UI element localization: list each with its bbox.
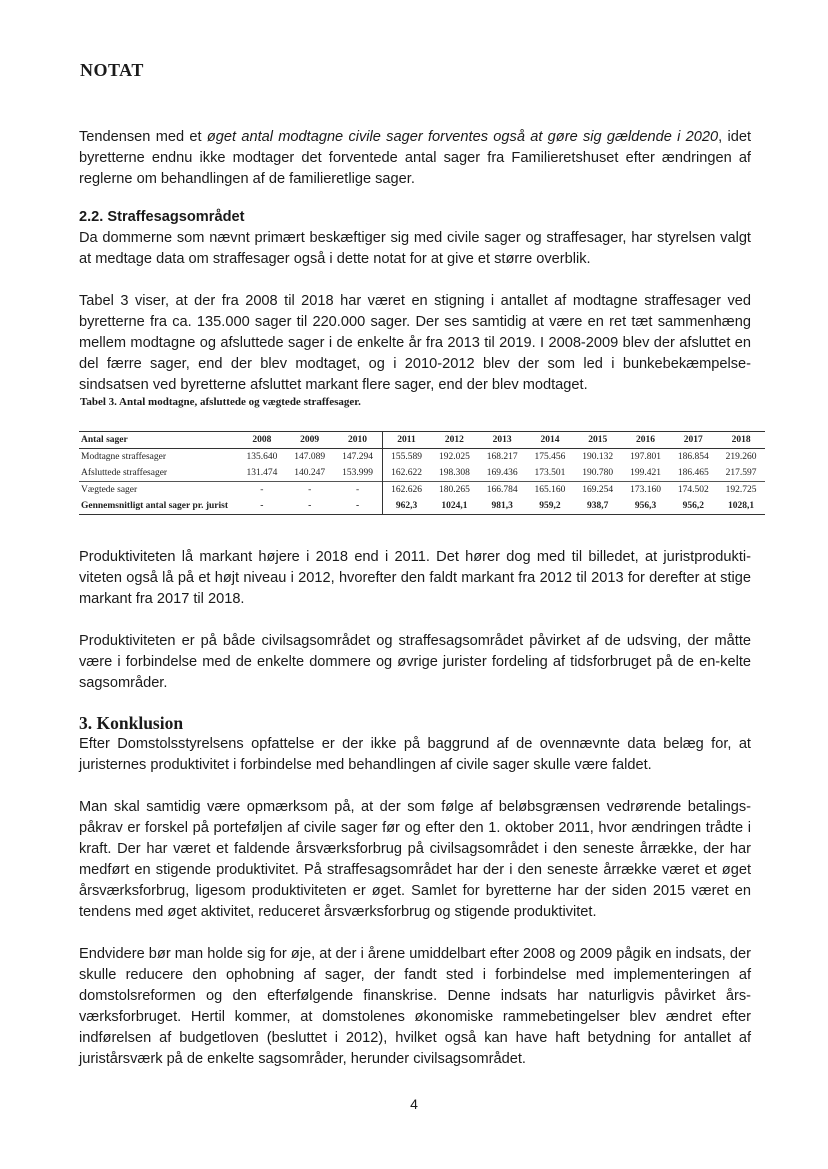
document-header: NOTAT xyxy=(80,60,144,80)
table-caption: Tabel 3. Antal modtagne, afsluttede og vægtede straffesager. xyxy=(80,396,361,408)
table-cell: 174.502 xyxy=(669,482,717,499)
page-number: 4 xyxy=(410,1096,418,1112)
section-3-paragraph-2: Man skal samtidig være opmærksom på, at der som følge af beløbsgrænsen vedrørende betalings-påkrav er forskel på porteføljen af civile sager før og efter den 1. oktober 2011, hvor ændringen trådte i kraft. Der har været et faldende årsværksforbrug på civilsagsområdet i den seneste årrække, der har medført en stigende produktivitet. På straffesagsområdet har der i den seneste årrække været et øget årsværksforbrug, ligesom produktiviteten er øget. Samlet for byretterne har der siden 2015 været en tendens med øget aktivitet, reduceret årsværksforbrug og stigende produktivitet. xyxy=(79,799,751,920)
table-cell: 169.254 xyxy=(574,482,622,499)
table-cell: 173.160 xyxy=(622,482,670,499)
section-2-2-paragraph-2: Tabel 3 viser, at der fra 2008 til 2018 har været en stigning i antallet af modtagne straffesager ved byretterne fra ca. 135.000 sager til 220.000 sager. Der ses samtidig at være en ret tæt sammenhæng mellem modtagne og afsluttede sager i de enkelte år fra 2013 til 2019. I 2008-2009 blev der afsluttet en del færre sager, end der blev modtaget, og i 2010-2012 blev der som led i bunkebekæmpelse-sindsatsen ved byretterne afsluttet markant flere sager, end der blev modtaget. xyxy=(79,293,751,393)
table-header-cell: 2008 xyxy=(238,432,286,449)
table-header-cell: 2017 xyxy=(669,432,717,449)
table-header-cell: Antal sager xyxy=(79,432,238,449)
table-cell: 959,2 xyxy=(526,498,574,515)
table-header-cell: 2013 xyxy=(478,432,526,449)
table-cell: 165.160 xyxy=(526,482,574,499)
table-row xyxy=(79,482,765,499)
table-cell: 180.265 xyxy=(431,482,479,499)
table-cell: - xyxy=(334,482,382,499)
table-cell: - xyxy=(286,498,334,515)
table-cell: 1024,1 xyxy=(431,498,479,515)
table-cell: 956,3 xyxy=(622,498,670,515)
table-cell: 147.089 xyxy=(294,452,326,462)
table-cell: 981,3 xyxy=(478,498,526,515)
productivity-paragraph-2: Produktiviteten er på både civilsagsområdet og straffesagsområdet påvirket af de udsving, der måtte være i forbindelse med de enkelte dommere og øvrige jurister fordeling af tidsforbruget på de en-kelte sagsområder. xyxy=(79,633,751,691)
table-cell: 956,2 xyxy=(669,498,717,515)
table-cell: 962,3 xyxy=(382,498,430,515)
intro-paragraph xyxy=(79,127,751,190)
section-2-2-paragraph-1: Da dommerne som nævnt primært beskæftiger sig med civile sager og straffesager, har styrelsen valgt at medtage data om straffesager også i dette notat for at give et større overblik. xyxy=(79,230,751,267)
table-row xyxy=(79,465,765,482)
table-cell: 175.456 xyxy=(534,452,566,462)
productivity-paragraph-1: Produktiviteten lå markant højere i 2018 end i 2011. Det hører dog med til billedet, at juristprodukti-viteten også lå på et højt niveau i 2012, hvorefter den faldt markant fra 2012 til 2013 for derefter at stige markant fra 2017 til 2018. xyxy=(79,549,751,607)
table-cell: 147.294 xyxy=(334,449,382,466)
table-header-row xyxy=(79,432,765,449)
table-cell: 135.640 xyxy=(246,452,278,462)
straffesager-table xyxy=(79,431,765,515)
table-cell: 166.784 xyxy=(478,482,526,499)
intro-paragraph-block xyxy=(79,127,751,190)
table-header-cell: 2009 xyxy=(286,432,334,449)
table-row-label: Gennemsnitligt antal sager pr. jurist xyxy=(79,498,238,515)
table-header-cell: 2012 xyxy=(431,432,479,449)
table-cell: 1028,1 xyxy=(717,498,765,515)
table-cell: - xyxy=(286,482,334,499)
table-header-cell: 2014 xyxy=(526,432,574,449)
table-cell: 217.597 xyxy=(725,468,757,478)
table-cell: 198.308 xyxy=(438,468,470,478)
table-cell: 169.436 xyxy=(486,468,518,478)
table-cell: 190.780 xyxy=(582,468,614,478)
table-cell: 162.622 xyxy=(391,468,422,478)
table-row xyxy=(79,498,765,515)
table-cell: 197.801 xyxy=(630,452,661,462)
intro-text-emphasis: øget antal modtagne civile sager forventes også at gøre sig gældende i 2020 xyxy=(206,129,719,145)
table-header-cell: 2011 xyxy=(382,432,430,449)
section-3-heading: 3. Konklusion xyxy=(79,713,184,733)
table-header-cell: 2015 xyxy=(574,432,622,449)
table-cell: - xyxy=(238,498,286,515)
table-header-cell: 2018 xyxy=(717,432,765,449)
section-2-2-heading: 2.2. Straffesagsområdet xyxy=(79,209,245,225)
table-row-label: Afsluttede straffesager xyxy=(81,468,168,478)
productivity-block xyxy=(79,547,751,694)
table-cell: 190.132 xyxy=(582,452,614,462)
table-cell: 219.260 xyxy=(725,452,757,462)
table-cell: 173.501 xyxy=(534,468,566,478)
table-cell: 186.465 xyxy=(677,468,709,478)
section-3-paragraph-3: Endvidere bør man holde sig for øje, at der i årene umiddelbart efter 2008 og 2009 pågik en indsats, der skulle reducere den ophobning af sager, der fandt sted i forbindelse med implementeringen af domstolsreformen og den efterfølgende finanskrise. Denne indsats har naturligvis påvirket års-værksforbruget. Hertil kommer, at domstolenes økonomiske rammebetingelser blev ændret efter indførelsen af budgetloven (besluttet i 2012), hvilket også kan have haft betydning for antallet af juristårsværk på de enkelte sagsområder, herunder civilsagsområdet. xyxy=(79,946,751,1067)
table-cell: 938,7 xyxy=(574,498,622,515)
table-cell: 192.025 xyxy=(438,452,470,462)
table-cell: - xyxy=(334,498,382,515)
table-header-cell: 2010 xyxy=(334,432,382,449)
table-cell: 131.474 xyxy=(246,468,278,478)
table-cell: 153.999 xyxy=(334,465,382,482)
intro-text-pre: Tendensen med et xyxy=(79,129,207,145)
section-3-paragraph-1: Efter Domstolsstyrelsens opfattelse er der ikke på baggrund af de ovennævnte data belæg for, at juristernes produktivitet i forbindelse med behandlingen af civile sager skulle være faldet. xyxy=(79,736,751,773)
section-2-2 xyxy=(79,207,751,396)
table-header-cell: 2016 xyxy=(622,432,670,449)
table-cell: 186.854 xyxy=(677,452,709,462)
table-row-label: Modtagne straffesager xyxy=(81,452,167,462)
section-3 xyxy=(79,712,751,1070)
table-cell: 155.589 xyxy=(391,452,422,462)
table-cell: 162.626 xyxy=(382,482,430,499)
table-cell: 199.421 xyxy=(630,468,661,478)
table-row xyxy=(79,449,765,466)
table-cell: 168.217 xyxy=(486,452,518,462)
table-cell: - xyxy=(238,482,286,499)
table-cell: 192.725 xyxy=(717,482,765,499)
table-row-label: Vægtede sager xyxy=(79,482,238,499)
table-cell: 140.247 xyxy=(294,468,326,478)
intro-text-post: , idet byretterne endnu ikke modtager det forventede antal sager fra Familieretshuset efter ændringen af reglerne om behandlingen af de familieretlige sager. xyxy=(79,129,751,187)
